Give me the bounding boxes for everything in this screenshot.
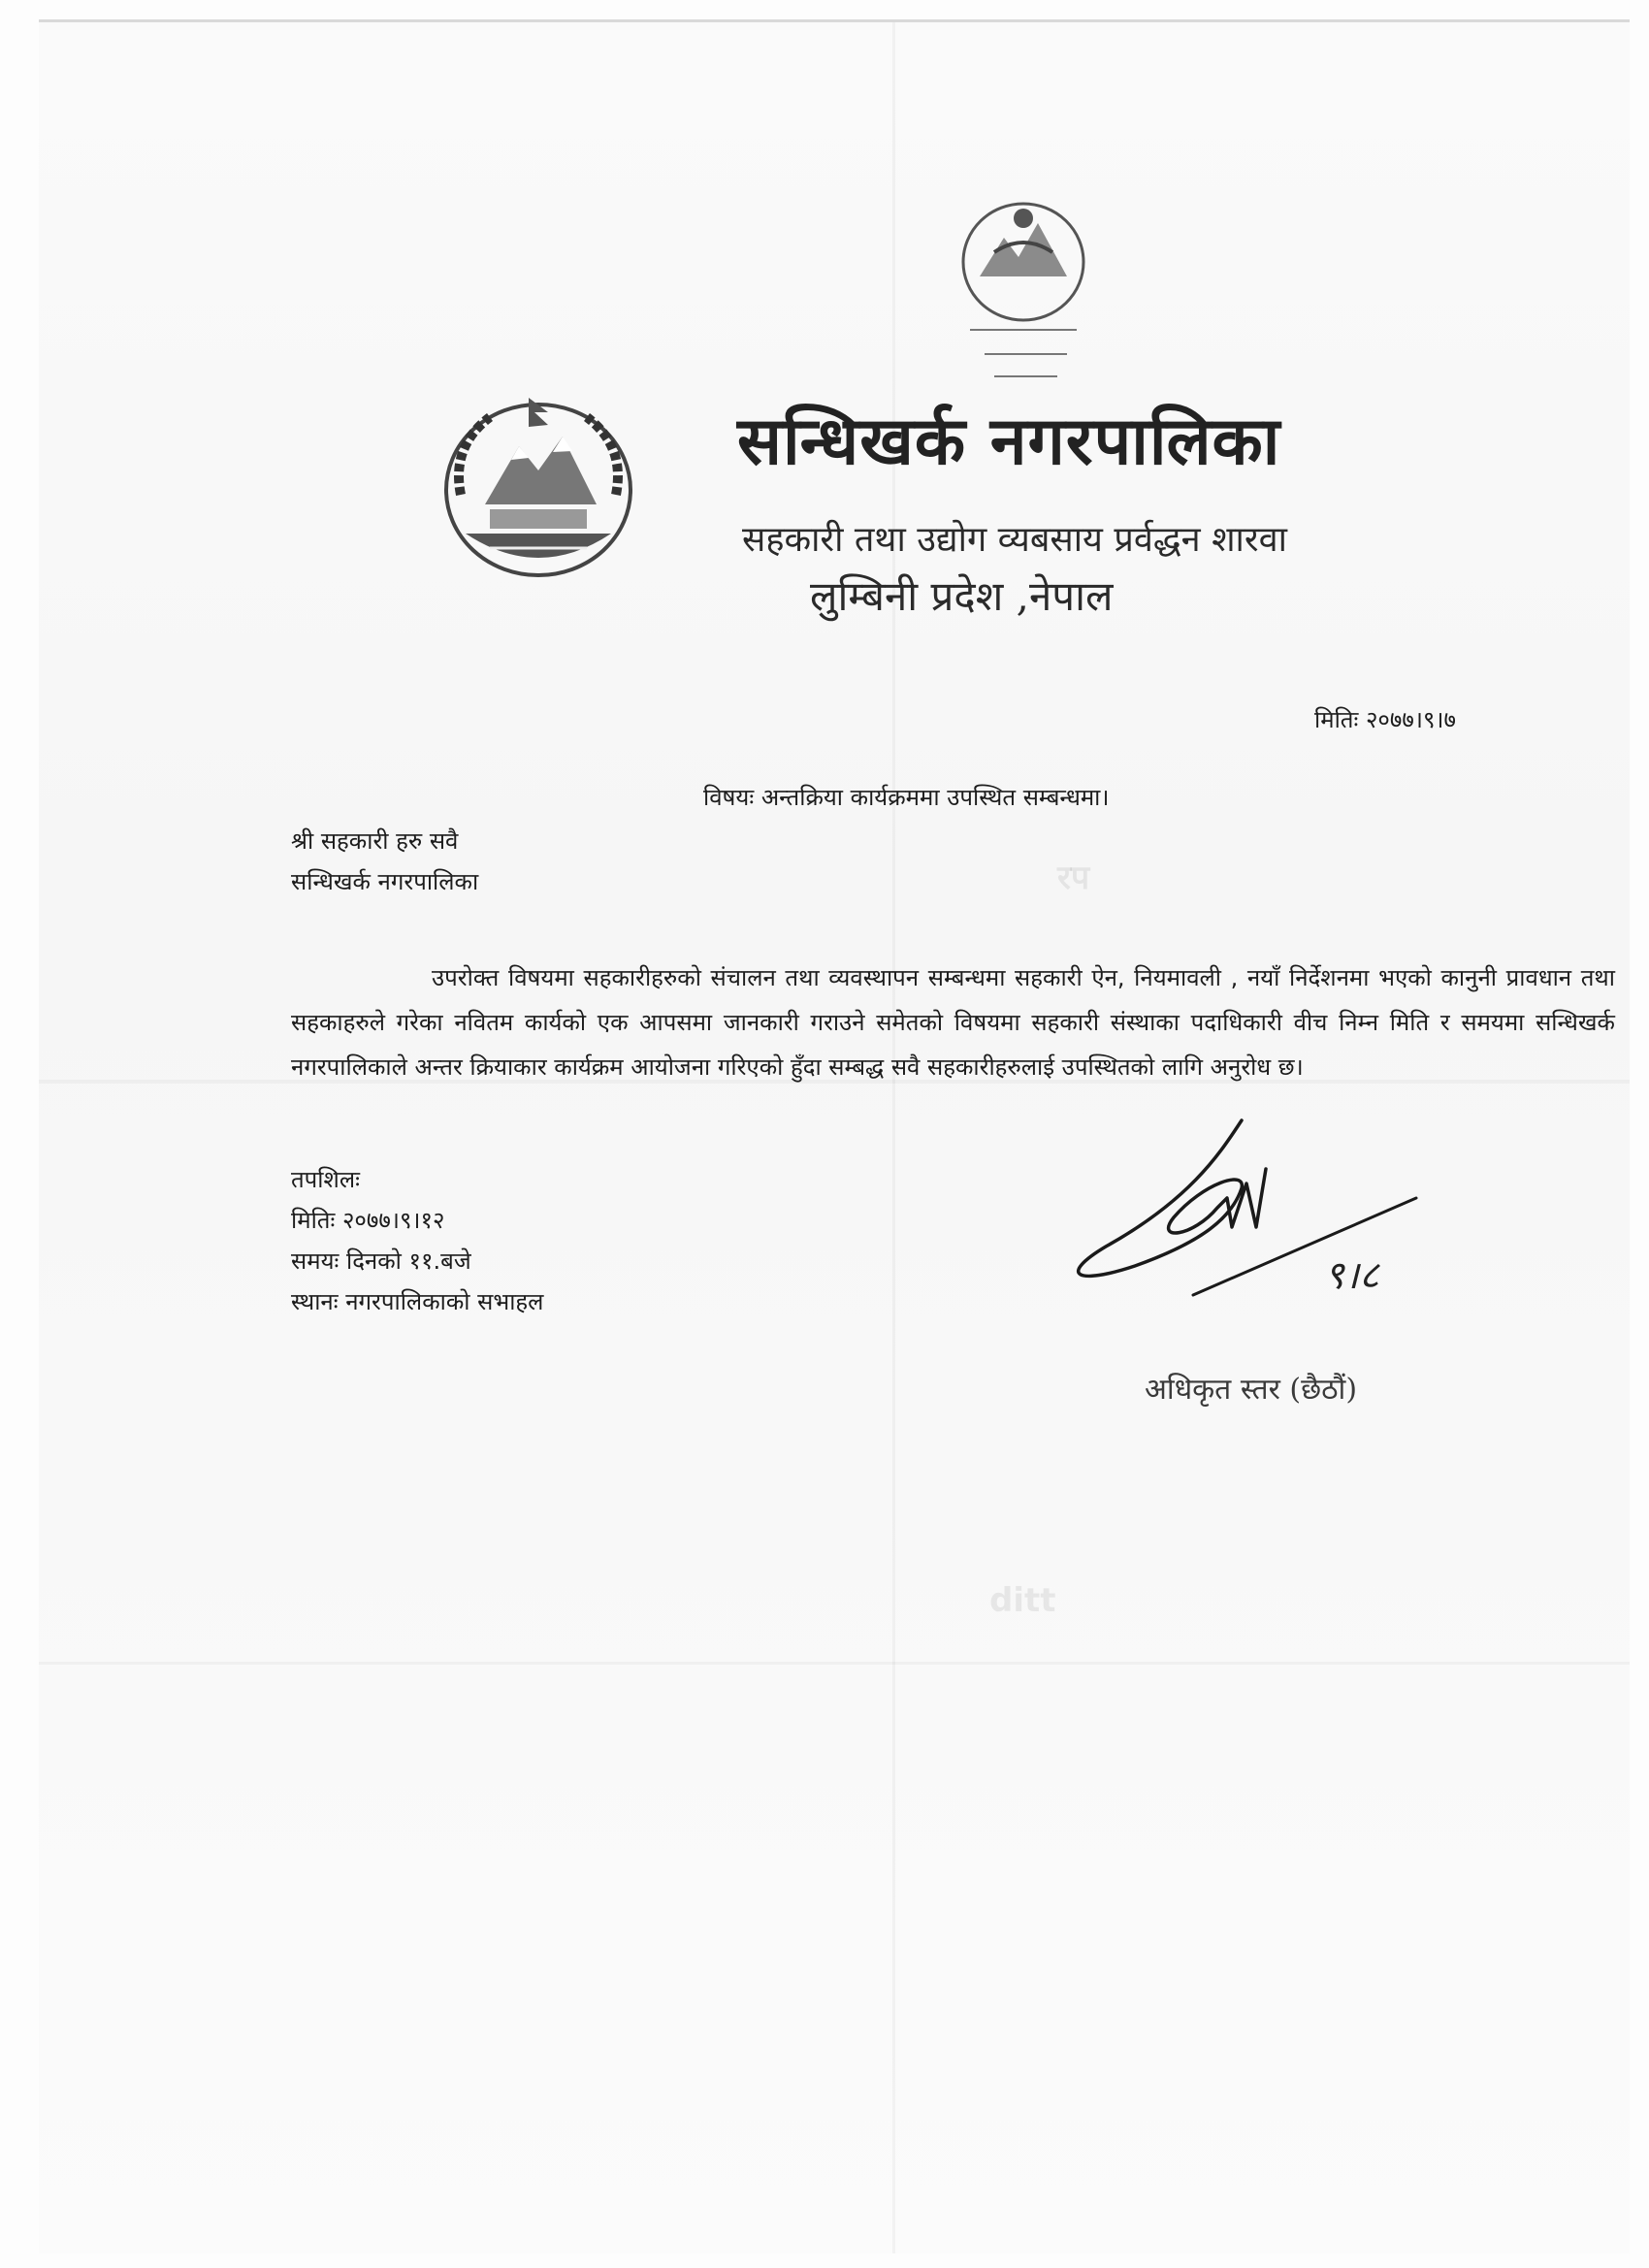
bleed-through-mark: रप <box>1057 859 1090 897</box>
province-name: लुम्बिनी प्रदेश ,नेपाल <box>810 572 1114 620</box>
paper-fold <box>892 22 895 2253</box>
addressee-line-2: सन्धिखर्क नगरपालिका <box>291 868 479 895</box>
letter-body: उपरोक्त विषयमा सहकारीहरुको संचालन तथा व्यवस्थापन सम्बन्धमा सहकारी ऐन, नियमावली , नयाँ निर्देशनमा भएको कानुनी प्रावधान तथा सहकाहरुले गरेका नवितम कार्यको एक आपसमा जानकारी गराउने समेतको विषयमा सहकारी संस्थाका पदाधिकारी वीच निम्न मिति र समयमा सन्धिखर्क नगरपालिकाले अन्तर क्रियाकार कार्यक्रम आयोजना गरिएको हुँदा सम्बद्ध सवै सहकारीहरुलाई उपस्थितको लागि अनुरोध छ। <box>291 964 1615 1081</box>
event-venue: स्थानः नगरपालिकाको सभाहल <box>291 1288 544 1315</box>
organization-name: सन्धिखर्क नगरपालिका <box>737 403 1281 480</box>
event-time: समयः दिनको ११.बजे <box>291 1247 471 1275</box>
event-details <box>291 1159 543 1322</box>
letter-date: मितिः २०७७।९।७ <box>1314 706 1457 733</box>
details-heading: तपशिलः <box>291 1166 360 1193</box>
department-name: सहकारी तथा उद्योग व्यबसाय प्रर्वद्धन शारवा <box>742 520 1287 560</box>
signature-date: ९।८ <box>1324 1253 1379 1298</box>
bleed-through-mark: ditt <box>989 1581 1056 1620</box>
addressee-line-1: श्री सहकारी हरु सवै <box>291 827 459 855</box>
letter-subject: विषयः अन्तक्रिया कार्यक्रममा उपस्थित सम्बन्धमा। <box>703 784 1110 811</box>
officer-title: अधिकृत स्तर (छैठौं) <box>1145 1373 1358 1407</box>
event-date: मितिः २०७७।९।१२ <box>291 1207 445 1234</box>
nepal-emblem <box>432 388 645 592</box>
paper-fold <box>39 1662 1630 1665</box>
municipal-seal-stamp <box>912 184 1135 398</box>
